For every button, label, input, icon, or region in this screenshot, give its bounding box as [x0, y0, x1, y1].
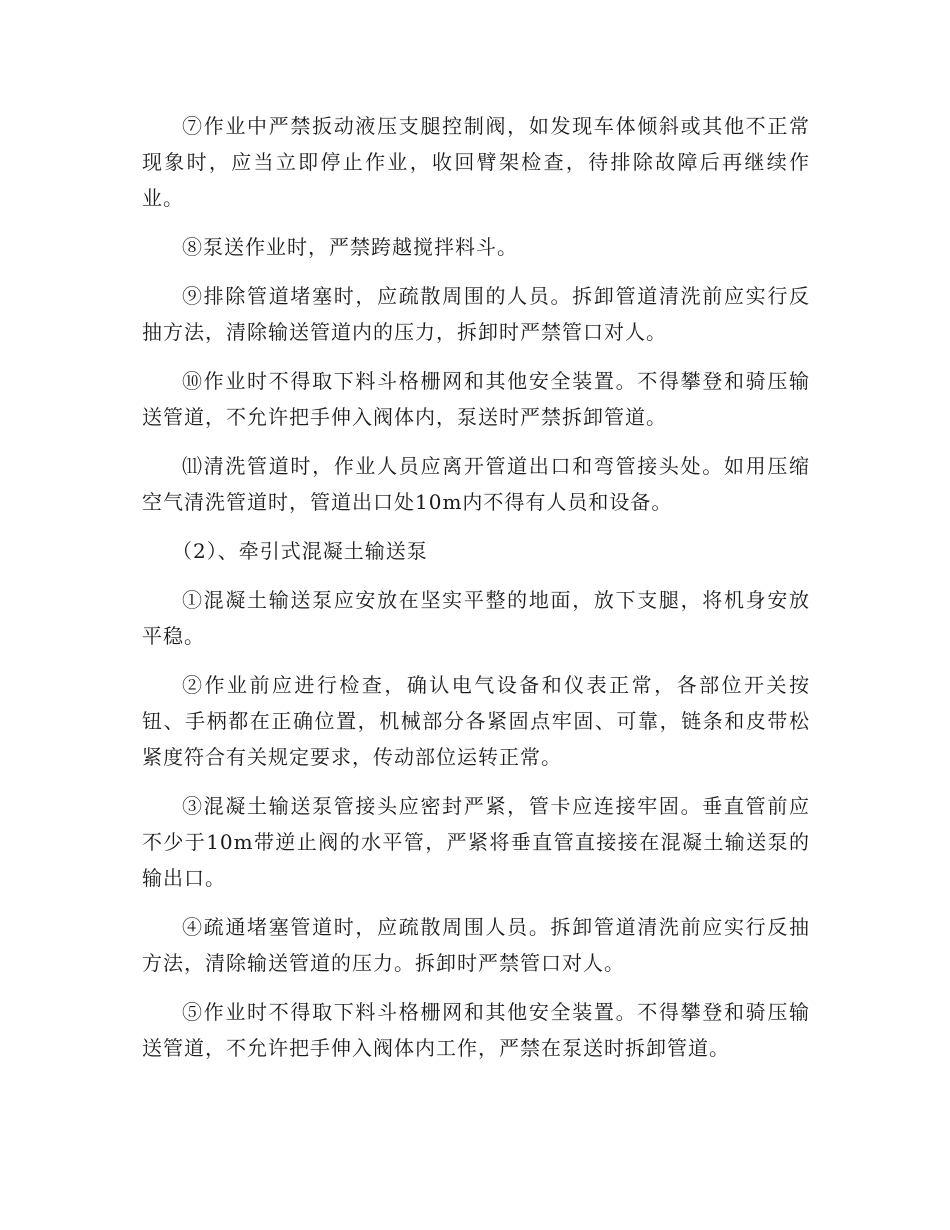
paragraph-item-11: ⑾清洗管道时，作业人员应离开管道出口和弯管接头处。如用压缩空气清洗管道时，管道出口处10m内不得有人员和设备。: [142, 454, 810, 514]
paragraph-item-2: ②作业前应进行检查，确认电气设备和仪表正常，各部位开关按钮、手柄都在正确位置，机械部分各紧固点牢固、可靠，链条和皮带松紧度符合有关规定要求，传动部位运转正常。: [142, 673, 810, 769]
paragraph-item-3: ③混凝土输送泵管接头应密封严紧，管卡应连接牢固。垂直管前应不少于10m带逆止阀的水平管，严紧将垂直管直接接在混凝土输送泵的输出口。: [142, 794, 810, 890]
paragraph-item-10: ⑩作业时不得取下料斗格栅网和其他安全装置。不得攀登和骑压输送管道，不允许把手伸入阀体内，泵送时严禁拆卸管道。: [142, 369, 810, 429]
paragraph-item-5: ⑤作业时不得取下料斗格栅网和其他安全装置。不得攀登和骑压输送管道，不允许把手伸入阀体内工作，严禁在泵送时拆卸管道。: [142, 1000, 810, 1060]
paragraph-item-9: ⑨排除管道堵塞时，应疏散周围的人员。拆卸管道清洗前应实行反抽方法，清除输送管道内的压力，拆卸时严禁管口对人。: [142, 284, 810, 344]
paragraph-item-1: ①混凝土输送泵应安放在坚实平整的地面，放下支腿，将机身安放平稳。: [142, 588, 810, 648]
document-body: [142, 108, 810, 1079]
paragraph-item-7: ⑦作业中严禁扳动液压支腿控制阀，如发现车体倾斜或其他不正常现象时，应当立即停止作业，收回臂架检查，待排除故障后再继续作业。: [142, 114, 810, 210]
paragraph-item-8: ⑧泵送作业时，严禁跨越搅拌料斗。: [182, 235, 518, 259]
paragraph-item-4: ④疏通堵塞管道时，应疏散周围人员。拆卸管道清洗前应实行反抽方法，清除输送管道的压力。拆卸时严禁管口对人。: [142, 915, 810, 975]
section-heading: （2）、牵引式混凝土输送泵: [172, 539, 428, 563]
